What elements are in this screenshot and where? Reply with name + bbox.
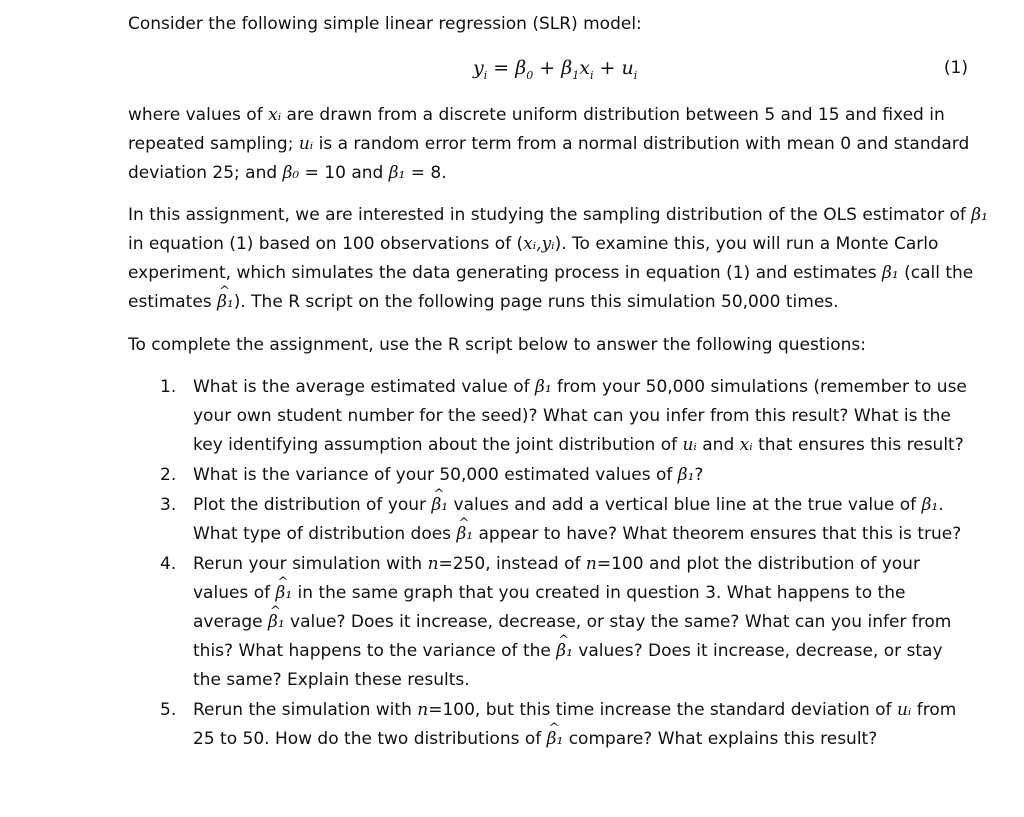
intro-text: Consider the following simple linear regression (SLR) model: — [128, 14, 642, 34]
assignment-description: In this assignment, we are interested in studying the sampling distribution of the OLS estimator of β₁ in equation (1) based on 100 observations of (xᵢ,yᵢ). To examine this, you will run a Monte Carlo experiment, which simulates the data generating process in equation (1) and estimates β₁ (call the estimates ^ β₁). The R script on the following page runs this simulation 50,000 times. — [128, 201, 988, 317]
question-number: 2. — [160, 465, 177, 485]
question-number: 1. — [160, 377, 177, 397]
equation-line — [128, 57, 988, 87]
question-item: 5. Rerun the simulation with n=100, but this time increase the standard deviation of uᵢ from 25 to 50. How do the two distributions of ^ β₁ compare? What explains this result? — [128, 696, 968, 754]
question-list — [128, 373, 968, 755]
model-description: where values of xᵢ are drawn from a discrete uniform distribution between 5 and 15 and fixed in repeated sampling; uᵢ is a random error term from a normal distribution with mean 0 and standard deviation 25; and β₀ = 10 and β₁ = 8. — [128, 105, 970, 183]
regression-equation: $y_i = \beta_0 + \beta_1x_i + u_i$ — [473, 57, 638, 82]
question-item: 4. Rerun your simulation with n=250, instead of n=100 and plot the distribution of your values of ^ β₁ in the same graph that you created in question 3. What happens to the average ^ β₁ value? Does it increase, decrease, or stay the same? What can you infer from this? What happens to the variance of the ^ β₁ values? Does it increase, decrease, or stay the same? Explain these results. — [128, 550, 968, 695]
question-item: 3. Plot the distribution of your ^ β₁ values and add a vertical blue line at the true value of β₁. What type of distribution does ^ β₁ appear to have? What theorem ensures that this is true? — [128, 491, 968, 549]
question-number: 3. — [160, 495, 177, 515]
instructions-text: To complete the assignment, use the R script below to answer the following questions: — [128, 335, 867, 355]
question-item: 2. What is the variance of your 50,000 estimated values of β₁? — [128, 461, 968, 490]
question-number: 4. — [160, 554, 177, 574]
question-number: 5. — [160, 700, 177, 720]
equation-number: (1) — [943, 58, 968, 78]
question-item: 1. What is the average estimated value of β₁ from your 50,000 simulations (remember to use your own student number for the seed)? What can you infer from this result? What is the key identifying assumption about the joint distribution of uᵢ and xᵢ that ensures this result? — [128, 373, 968, 460]
